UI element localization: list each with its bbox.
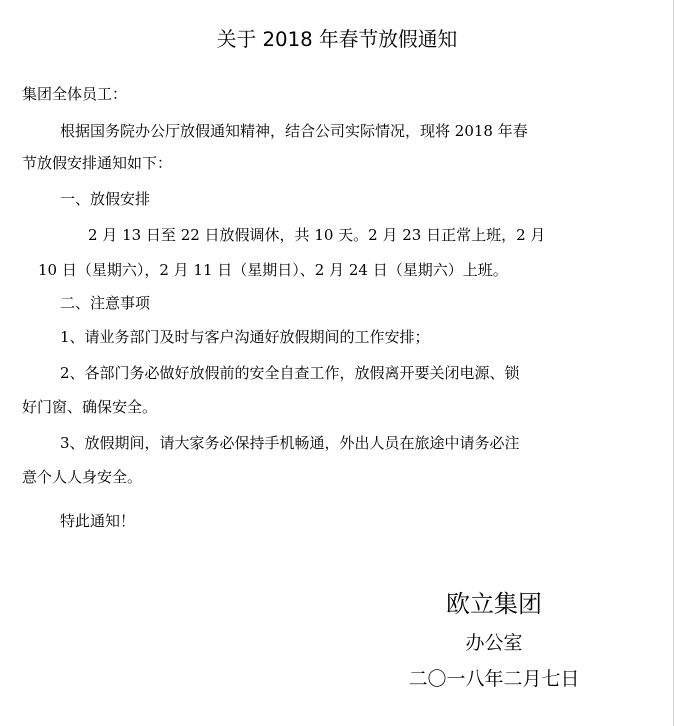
intro-line-2: 节放假安排通知如下： [22,154,173,172]
signature-date: 二〇一八年二月七日 [408,668,580,690]
item-1: 1、请业务部门及时与客户沟通好放假期间的工作安排； [60,328,430,346]
item-2-line-2: 好门窗、确保安全。 [22,398,158,416]
closing: 特此通知！ [60,512,136,530]
item-2-line-1: 2、各部门务必做好放假前的安全自查工作，放假离开要关闭电源、锁 [60,364,520,382]
signature-department: 办公室 [465,632,523,654]
item-3-line-2: 意个人人身安全。 [22,468,143,486]
section1-line-2: 10 日（星期六），2 月 11 日（星期日）、2 月 24 日（星期六）上班。 [38,261,508,279]
intro-line-1: 根据国务院办公厅放假通知精神，结合公司实际情况，现将 2018 年春 [60,122,528,140]
signature-organization: 欧立集团 [446,590,542,618]
salutation: 集团全体员工： [22,85,128,103]
section1-heading: 一、放假安排 [60,190,151,208]
document-title: 关于 2018 年春节放假通知 [216,28,458,51]
section1-line-1: 2 月 13 日至 22 日放假调休，共 10 天。2 月 23 日正常上班，2 月 [88,226,546,244]
section2-heading: 二、注意事项 [60,294,151,312]
item-3-line-1: 3、放假期间，请大家务必保持手机畅通，外出人员在旅途中请务必注 [60,434,520,452]
